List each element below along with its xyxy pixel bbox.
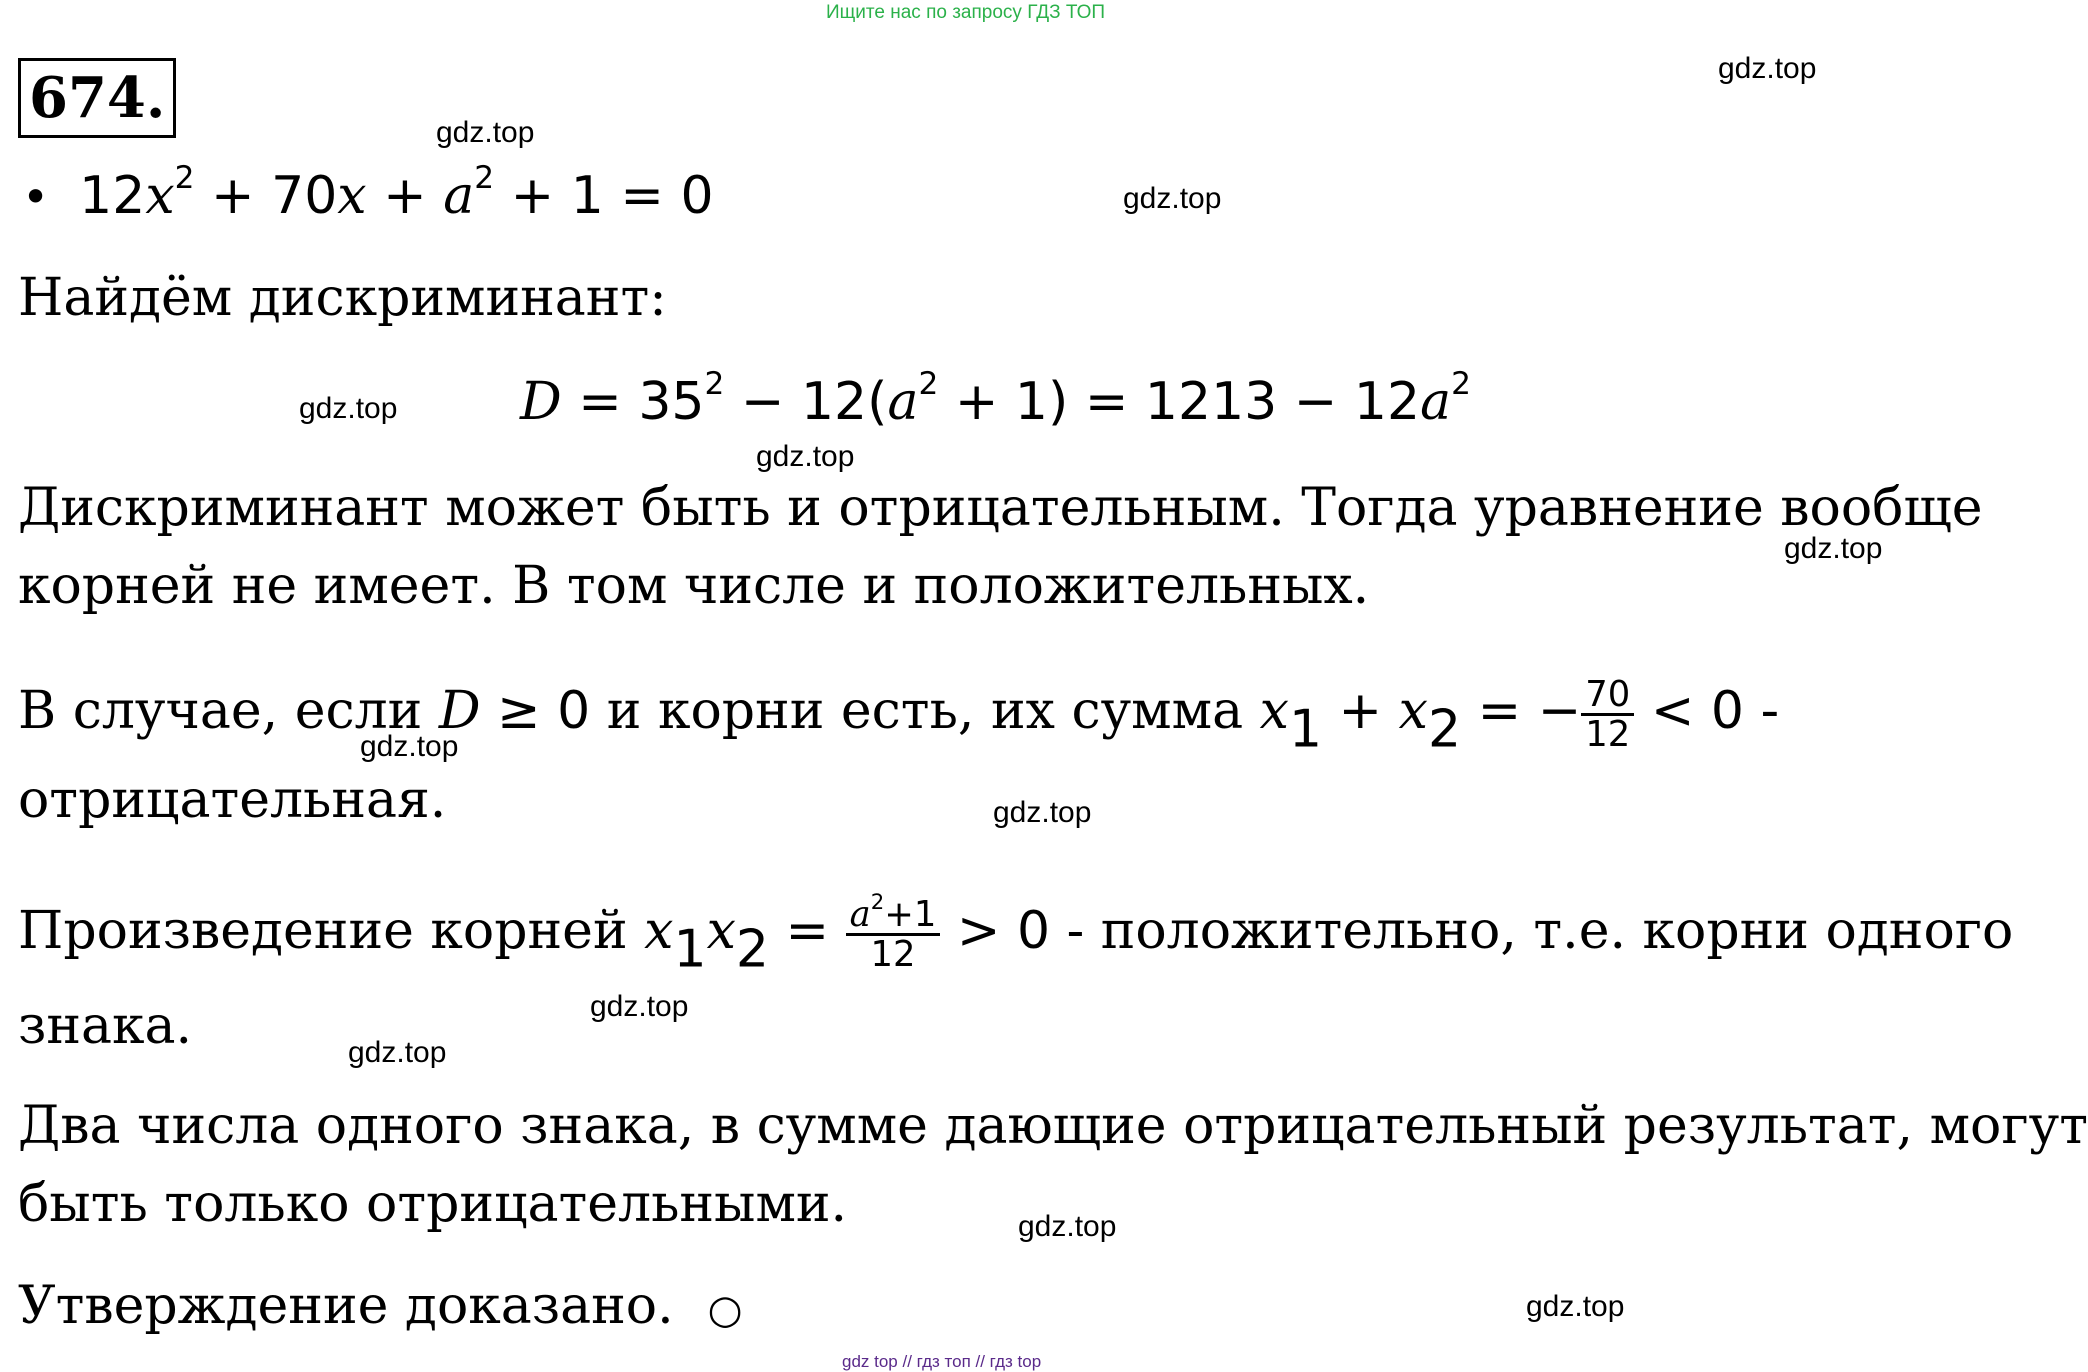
two-numbers-line-2: быть только отрицательными.	[18, 1174, 848, 1234]
watermark: gdz.top	[590, 990, 689, 1023]
footer-links: gdz top // гдз топ // гдз top	[842, 1352, 1042, 1371]
end-of-proof-icon: ○	[707, 1287, 743, 1333]
watermark: gdz.top	[299, 392, 398, 425]
find-discriminant-text: Найдём дискриминант:	[18, 268, 667, 328]
watermark: gdz.top	[1018, 1210, 1117, 1243]
product-of-roots-line: Произведение корней $x_1x_2$ = $\frac{a^2+1}{12}$ > 0 - положительно, т.е. корни одного	[18, 890, 2014, 980]
watermark: gdz.top	[1526, 1290, 1625, 1323]
sum-of-roots-line: В случае, если D ≥ 0 и корни есть, их сумма $x_1 + x_2$ = − $\frac{70}{12}$ < 0 -	[18, 674, 1780, 760]
watermark: gdz.top	[1123, 182, 1222, 215]
discriminant-formula: $D = 35^2 - 12(a^2 + 1) = 1213 - 12a^2$	[520, 366, 1471, 432]
equation: • $12x^2 + 70x + a^2 + 1 = 0$	[22, 160, 714, 226]
product-of-roots-line-2: знака.	[18, 996, 193, 1056]
fraction-70-12: $\frac{70}{12}$	[1581, 676, 1634, 753]
watermark: gdz.top	[436, 116, 535, 149]
watermark: gdz.top	[1718, 52, 1817, 85]
watermark: gdz.top	[360, 730, 459, 763]
watermark: gdz.top	[756, 440, 855, 473]
problem-number: 674.	[18, 58, 176, 138]
watermark: gdz.top	[348, 1036, 447, 1069]
paragraph-negative-discriminant-2: корней не имеет. В том числе и положительных.	[18, 556, 1370, 616]
fraction-a2-plus-1-over-12: $\frac{a^2+1}{12}$	[846, 896, 941, 973]
two-numbers-line-1: Два числа одного знака, в сумме дающие отрицательный результат, могут	[18, 1096, 2088, 1156]
watermark: gdz.top	[993, 796, 1092, 829]
bullet: •	[22, 170, 50, 224]
paragraph-negative-discriminant-1: Дискриминант может быть и отрицательным. Тогда уравнение вообще	[18, 478, 1983, 538]
watermark: gdz.top	[1784, 532, 1883, 565]
top-banner: Ищите нас по запросу ГДЗ ТОП	[826, 2, 1106, 23]
proven-statement: Утверждение доказано. ○	[18, 1276, 743, 1336]
sum-of-roots-line-2: отрицательная.	[18, 770, 447, 830]
